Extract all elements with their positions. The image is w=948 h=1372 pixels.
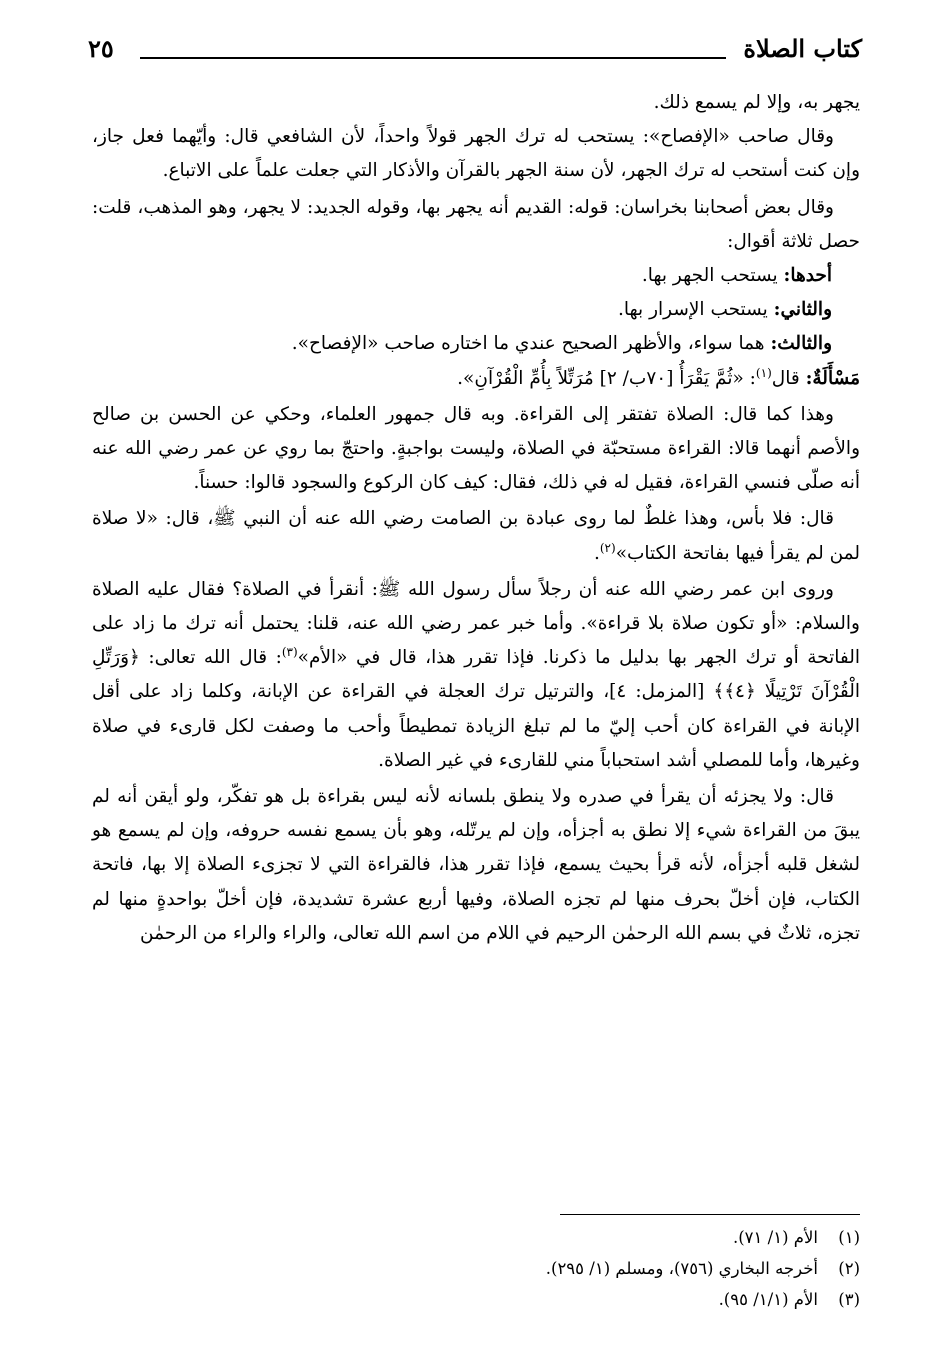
paragraph-ifsah: وقال صاحب «الإفصاح»: يستحب له ترك الجهر قولاً واحداً، لأن الشافعي قال: وأيّهما فعل جاز، وإن كنت أستحب له ترك الجهر، لأن سنة الجهر بالقرآن والأذكار التي جعلت علماً على الاتباع.: [92, 126, 860, 182]
opinion-second-text: يستحب الإسرار بها.: [618, 299, 774, 321]
opinion-second-lead: والثاني:: [773, 299, 832, 321]
footnote-text: الأم (١/ ٧١).: [732, 1228, 818, 1247]
paragraph-ibn-umar-text: وروى ابن عمر رضي الله عنه أن رجلاً سأل رسول الله ﷺ: أنقرأ في الصلاة؟ فقال عليه الصلاة والسلام: «أو تكون صلاة بلا قراءة». وأما خبر عمر رضي الله عنه، قلنا: يحتمل أنه ترك ما زاد على الفاتحة أو ترك الجهر بها بدليل ما ذكرنا. فإذا تقرر هذا، قال في «الأم»: [92, 578, 860, 669]
paragraph-khurasan: وقال بعض أصحابنا بخراسان: قوله: القديم أنه يجهر بها، وقوله الجديد: لا يجهر، وهو المذهب، قلت: حصل ثلاثة أقوال:: [92, 196, 860, 252]
footnote-number: (١): [838, 1228, 860, 1247]
masala-text-b: : «ثُمَّ يَقْرَأُ [٧٠ب/ ٢] مُرَتِّلاً بِأُمِّ الْقُرْآنِ».: [457, 367, 756, 389]
footnote-text: أخرجه البخاري (٧٥٦)، ومسلم (١/ ٢٩٥).: [545, 1259, 818, 1278]
paragraph-silent-reading: قال: ولا يجزئه أن يقرأ في صدره ولا ينطق بلسانه لأنه ليس بقراءة بل هو تفكّر، ولو أيقن أنه لم يبقَ من القراءة شيء إلا نطق به أجزأه، وإن لم يرتّله، وهو بأن يسمع نفسه حروفه، وإن لم يسمع هو لشغل قلبه أجزأه، لأنه قرأ بحيث يسمع، فإذا تقرر هذا، فالقراءة التي لا تجزىء الصلاة إلا بها، فاتحة الكتاب، فإن أخلّ بحرف منها لم تجزه الصلاة، وفيها أربع عشرة تشديدة، فإن أخلّ بواحدةٍ منها لم تجزه، ثلاثٌ في بسم الله الرحمٰن الرحيم في اللام من اسم الله تعالى، والراء والراء من الرحمٰن: [92, 786, 860, 944]
paragraph-continuation: يجهر به، وإلا لم يسمع ذلك.: [653, 92, 860, 113]
masala-text-a: قال: [771, 367, 806, 389]
paragraph-ibn-umar: [92, 573, 860, 778]
opinion-second: [92, 293, 860, 327]
masala-lead: مَسْأَلَةٌ:: [805, 367, 860, 389]
footnote-ref-2: (٢): [599, 540, 616, 555]
paragraph-ubada-end: .: [593, 542, 600, 564]
opinion-third-text: هما سواء، والأظهر الصحيح عندي ما اختاره صاحب «الإفصاح».: [291, 333, 771, 355]
opinion-first-text: يستحب الجهر بها.: [641, 265, 784, 287]
paragraph-ibn-umar-rest: : قال الله تعالى: ﴿وَرَتِّلِ الْقُرْآنَ تَرْتِيلًا ﴿٤﴾﴾ [المزمل: ٤]، والترتيل ترك العجلة في القراءة عن الإبانة، وكلما زاد على أقل الإبانة في القراءة كان أحب إليّ ما لم تبلغ الزيادة تمطيطاً وأحب ما وصفت لكل قارىء في صلاة وغيرها، وأما للمصلي أشد استحباباً مني للقارىء في غير الصلاة.: [92, 647, 860, 771]
footnote-divider: [560, 1214, 860, 1215]
footnote-2: [92, 1253, 860, 1284]
header-rule: [140, 57, 726, 59]
opinion-first: [92, 259, 860, 293]
footnote-3: [92, 1284, 860, 1315]
opinion-third-lead: والثالث:: [770, 333, 832, 355]
running-header: [80, 32, 862, 74]
page-number: ٢٥: [88, 34, 114, 63]
main-text: [92, 86, 860, 951]
footnote-number: (٣): [838, 1290, 860, 1309]
paragraph-commentary: وهذا كما قال: الصلاة تفتقر إلى القراءة. وبه قال جمهور العلماء، وحكي عن الحسن بن صالح والأصم أنهما قالا: القراءة مستحبّة في الصلاة، وليست بواجبةٍ. واحتجّ بما روي عن عمر رضي الله عنه أنه صلّى فنسي القراءة، فقيل له في ذلك، فقال: كيف كان الركوع والسجود قالوا: حسناً.: [92, 403, 860, 494]
footnote-1: [92, 1222, 860, 1253]
opinion-third: [92, 327, 860, 361]
opinion-first-lead: أحدها:: [783, 265, 832, 287]
footnote-number: (٢): [838, 1259, 860, 1278]
footnote-ref-1: (١): [755, 365, 772, 380]
masala-statement: [92, 362, 860, 396]
chapter-title: كتاب الصلاة: [743, 34, 862, 63]
footnotes: [92, 1222, 860, 1315]
paragraph-ubada-text: قال: فلا بأس، وهذا غلطٌ لما روى عبادة بن الصامت رضي الله عنه أن النبي ﷺ، قال: «لا صلاة لمن لم يقرأ فيها بفاتحة الكتاب»: [92, 508, 860, 564]
paragraph-ubada: [92, 502, 860, 570]
footnote-text: الأم (١/١/ ٩٥).: [718, 1290, 818, 1309]
footnote-ref-3: (٣): [281, 645, 298, 660]
